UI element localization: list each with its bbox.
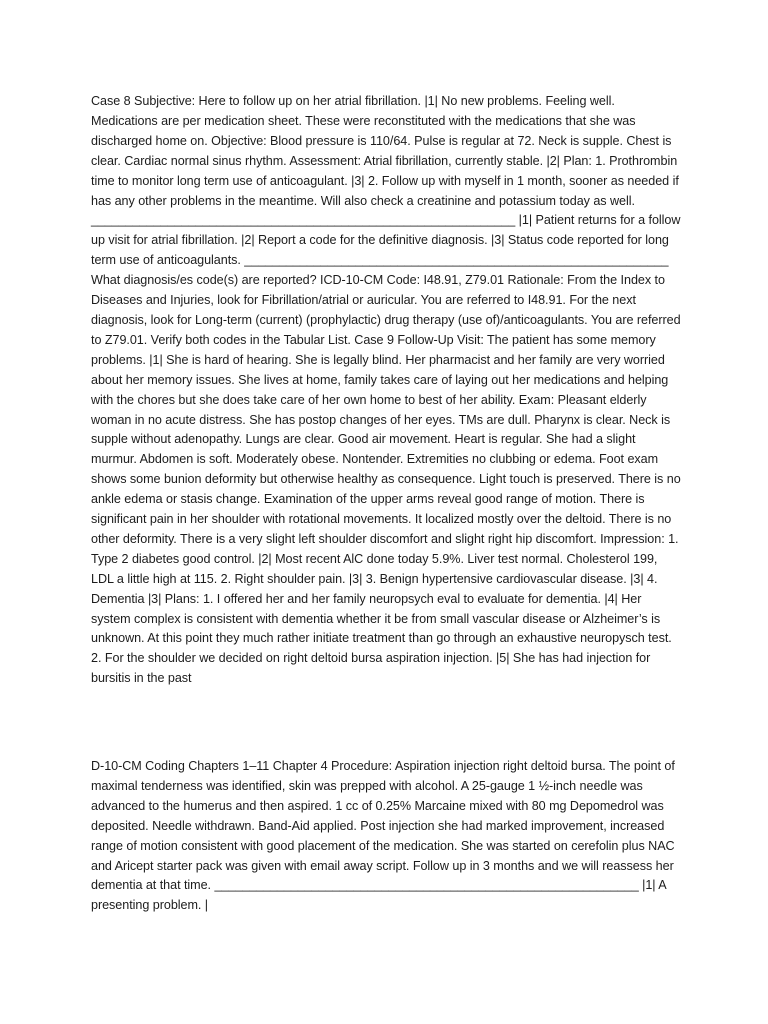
case-8-9-paragraph: Case 8 Subjective: Here to follow up on her atrial fibrillation. |1| No new problems. Feeling well. Medications are per medication sheet. These were reconstituted with the medications that she was discharged home on. Objective: Blood pressure is 110/64. Pulse is regular at 72. Neck is supple. Chest is clear. Cardiac normal sinus rhythm. Assessment: Atrial fibrillation, currently stable. |2| Plan: 1. Prothrombin time to monitor long term use of anticoagulant. |3| 2. Follow up with myself in 1 month, sooner as needed if has any other problems in the meantime. Will also check a creatinine and potassium today as well. _____________________________________________________________ |1| Patient returns for a follow up visit for atrial fibrillation. |2| Report a code for the definitive diagnosis. |3| Status code reported for long term use of anticoagulants. _____________________________________________________________ What diagnosis/es code(s) are reported? ICD-10-CM Code: I48.91, Z79.01 Rationale: From the Index to Diseases and Injuries, look for Fibrillation/atrial or auricular. You are referred to I48.91. For the next diagnosis, look for Long-term (current) (prophylactic) drug therapy (use of)/anticoagulants. You are referred to Z79.01. Verify both codes in the Tabular List. Case 9 Follow-Up Visit: The patient has some memory problems. |1| She is hard of hearing. She is legally blind. Her pharmacist and her family are very worried about her memory issues. She lives at home, family takes care of laying out her medications and helping with the chores but she does take care of her own home to best of her ability. Exam: Pleasant elderly woman in no acute distress. She has postop changes of her eyes. TMs are dull. Pharynx is clear. Neck is supple without adenopathy. Lungs are clear. Good air movement. Heart is regular. She had a slight murmur. Abdomen is soft. Moderately obese. Nontender. Extremities no clubbing or edema. Foot exam shows some bunion deformity but otherwise healthy as consequence. Light touch is preserved. There is no ankle edema or stasis change. Examination of the upper arms reveal good range of motion. There is significant pain in her shoulder with rotational movements. It localized mostly over the deltoid. There is no other deformity. There is a very slight left shoulder discomfort and slight right hip discomfort. Impression: 1. Type 2 diabetes good control. |2| Most recent AlC done today 5.9%. Liver test normal. Cholesterol 199, LDL a little high at 115. 2. Right shoulder pain. |3| 3. Benign hypertensive cardiovascular disease. |3| 4. Dementia |3| Plans: 1. I offered her and her family neuropsych eval to evaluate for dementia. |4| Her system complex is consistent with dementia whether it be from small vascular disease or Alzheimer’s is unknown. At this point they much rather initiate treatment than go through an exhaustive neuropysch test. 2. For the shoulder we decided on right deltoid bursa aspiration injection. |5| She has had injection for bursitis in the past [91, 94, 681, 686]
procedure-paragraph: D-10-CM Coding Chapters 1–11 Chapter 4 Procedure: Aspiration injection right deltoid bursa. The point of maximal tenderness was identified, skin was prepped with alcohol. A 25-gauge 1 ½-inch needle was advanced to the humerus and then aspired. 1 cc of 0.25% Marcaine mixed with 80 mg Depomedrol was deposited. Needle withdrawn. Band-Aid applied. Post injection she had marked improvement, increased range of motion consistent with good placement of the medication. She was started on cerefolin plus NAC and Aricept starter pack was given with email away script. Follow up in 3 months and we will reassess her dementia at that time. _____________________________________________________________ |1| A presenting problem. | [91, 759, 675, 913]
